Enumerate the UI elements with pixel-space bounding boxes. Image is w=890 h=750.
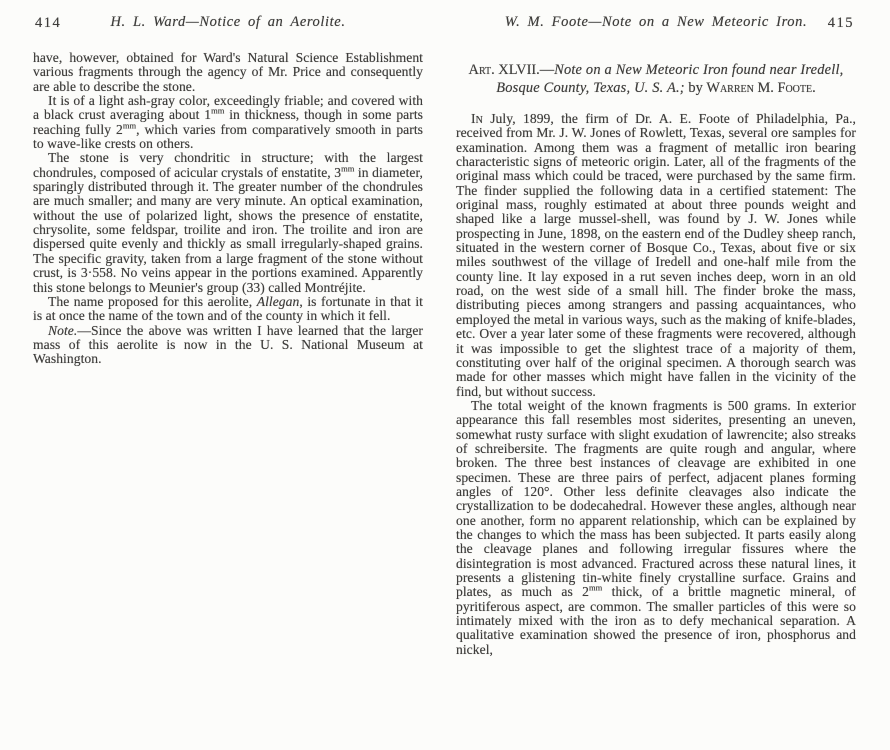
text-segment: by xyxy=(684,80,707,96)
text-segment: In xyxy=(471,111,483,126)
paragraph xyxy=(456,399,856,657)
text-segment: mm xyxy=(211,105,225,116)
left-running-title: H. L. Ward—Notice of an Aerolite. xyxy=(110,14,346,30)
paragraph xyxy=(33,94,423,151)
text-segment: have, however, obtained for Ward's Natural Science Establishment various fragments through the agency of Mr. Price and consequently are able to describe the stone. xyxy=(33,50,423,94)
text-segment: Art. XLVII. xyxy=(468,62,540,78)
text-segment: , is fortunate in that it is at once the name of the town and of the county in which it fell. xyxy=(33,293,423,324)
text-segment: Note on a New Meteoric Iron found near Iredell, Bosque County, Texas, U. S. A.; xyxy=(496,62,844,96)
text-segment: The stone is very chondritic in structure; with the largest chondrules, composed of acicular crystals of enstatite, 3 xyxy=(33,150,423,180)
text-segment: Note. xyxy=(48,322,78,338)
left-page-body xyxy=(33,51,423,367)
text-segment: mm xyxy=(122,120,137,131)
text-segment: mm xyxy=(341,163,355,174)
right-page xyxy=(456,14,856,657)
left-page-header xyxy=(33,14,423,33)
paragraph xyxy=(33,295,423,324)
paragraph xyxy=(33,51,423,94)
text-segment: Warren M. Foote. xyxy=(706,80,816,96)
text-segment: The total weight of the known fragments is 500 grams. In exterior appearance this fall resembles most siderites, presenting an uneven, somewhat rusty surface with slight exudation of lawrencite; also streaks of schreibersite. The fragments are quite rough and angular, where broken. The three best instances of cleavage are exhibited in one specimen. These are three pairs of perfect, adjacent planes forming angles of 120°. Other less definite cleavages also indicate the crystallization to be dodecahedral. However these angles, although near one another, form no apparent relationship, which can be explained by the changes to which the mass has been subjected. It parts easily along the cleavage planes and following irregular fissures where the disintegration is most advanced. Fractured across these natural lines, it presents a glistening tin-white finely crystalline surface. Grains and plates, as much as 2 xyxy=(456,397,856,600)
text-segment: July, 1899, the firm of Dr. A. E. Foote of Philadelphia, Pa., received from Mr. J. W. Jones of Rowlett, Texas, several ore samples for examination. Among them was a fragment of metallic iron bearing characteristic signs of meteoric origin. Later, all of the fragments of the original mass which could be traced, were purchased by the same firm. The finder supplied the following data in a certified statement: The original mass, roughly estimated at about three pounds weight and shaped like a large mussel-shell, was found by J. W. Jones while prospecting in June, 1898, on the eastern end of the Dudley sheep ranch, situated in the western corner of Bosque Co., Texas, about five or six miles southwest of the village of Iredell and one-half mile from the county line. It lay exposed in a rut seven inches deep, worn in an old road, on the west side of a small hill. The finder broke the mass, distributing pieces among strangers and passing acquaintances, who employed the metal in various ways, such as the making of knife-blades, etc. Over a year later some of these fragments were recovered, although it was impossible to get the slightest trace of a majority of them, constituting over half of the original specimen. A thorough search was made for other masses which might have fallen in the vicinity of the find, but without success. xyxy=(456,111,856,399)
right-running-title: W. M. Foote—Note on a New Meteoric Iron. xyxy=(504,14,808,30)
right-page-header xyxy=(456,14,856,33)
paragraph xyxy=(33,151,423,294)
paragraph xyxy=(456,112,856,399)
article-heading xyxy=(456,61,856,97)
text-segment: in thickness, though in some parts reaching fully 2 xyxy=(33,107,423,137)
text-segment: , which varies from comparatively smooth in parts to wave-like crests on others. xyxy=(33,121,423,152)
text-segment: It is of a light ash-gray color, exceedingly friable; and covered with a black crust averaging about 1 xyxy=(33,93,423,123)
left-page-number: 414 xyxy=(35,15,62,31)
text-segment: thick, of a brittle magnetic mineral, of pyritiferous aspect, are common. The smaller particles of this were so intimately mixed with the iron as to defy mechanical separation. A qualitative examination showed the presence of iron, phosphorus and nickel, xyxy=(456,584,856,657)
text-segment: — xyxy=(539,62,555,78)
right-page-number: 415 xyxy=(827,15,854,31)
text-segment: Allegan xyxy=(256,293,300,309)
paragraph xyxy=(33,324,423,367)
text-segment: in diameter, sparingly distributed through it. The greater number of the chondrules are much smaller; and many are very minute. An optical examination, without the use of polarized light, shows the presence of enstatite, chrysolite, some feldspar, troilite and iron. The troilite and iron are dispersed quite evenly and thickly as small irregularly-shaped grains. The specific gravity, taken from a large fragment of the stone without crust, is 3·558. No veins appear in the portions examined. Apparently this stone belongs to Meunier's group (33) called Montréjite. xyxy=(33,164,423,295)
left-page xyxy=(33,14,423,367)
text-segment: mm xyxy=(589,582,603,593)
text-segment: The name proposed for this aerolite, xyxy=(48,293,257,309)
text-segment: —Since the above was written I have learned that the larger mass of this aerolite is now in the U. S. National Museum at Washington. xyxy=(33,322,423,367)
right-page-body xyxy=(456,112,856,657)
